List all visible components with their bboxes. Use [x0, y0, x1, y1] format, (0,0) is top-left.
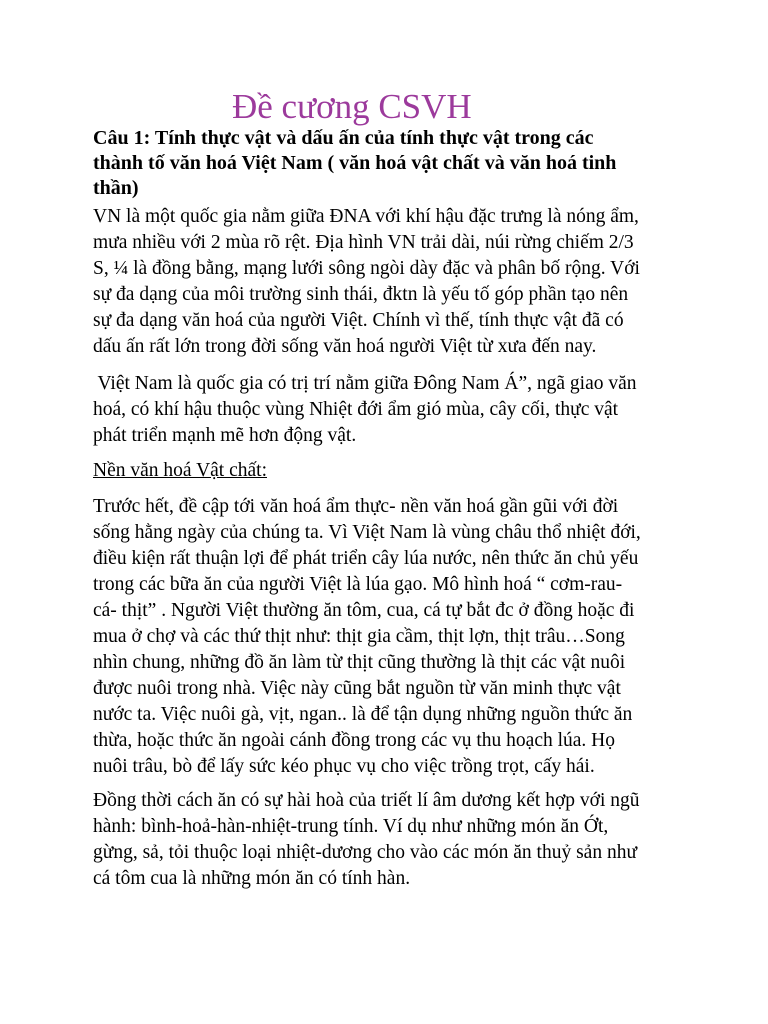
- paragraph-line: cá tôm cua là những món ăn có tính hàn.: [93, 868, 411, 889]
- paragraph-line: S, ¼ là đồng bằng, mạng lưới sông ngòi dày đặc và phân bố rộng. Với: [93, 258, 640, 279]
- document-title: Đề cương CSVH: [232, 87, 472, 126]
- section-heading: Nền văn hoá Vật chất:: [93, 460, 267, 481]
- paragraph-line: gừng, sả, tỏi thuộc loại nhiệt-dương cho vào các món ăn thuỷ sản như: [93, 842, 638, 863]
- paragraph-line: VN là một quốc gia nằm giữa ĐNA với khí hậu đặc trưng là nóng ẩm,: [93, 206, 639, 227]
- cuisine-paragraph: [93, 494, 641, 780]
- paragraph-line: sống hằng ngày của chúng ta. Vì Việt Nam là vùng châu thổ nhiệt đới,: [93, 522, 641, 543]
- question-heading: [93, 126, 616, 201]
- question-heading-line: thành tố văn hoá Việt Nam ( văn hoá vật chất và văn hoá tinh: [93, 152, 617, 174]
- paragraph-line: Đồng thời cách ăn có sự hài hoà của triết lí âm dương kết hợp với ngũ: [93, 790, 640, 811]
- paragraph-line: nước ta. Việc nuôi gà, vịt, ngan.. là để tận dụng những nguồn thức ăn: [93, 704, 633, 725]
- question-heading-line: thần): [93, 177, 139, 199]
- paragraph-line: dấu ấn rất lớn trong đời sống văn hoá người Việt từ xưa đến nay.: [93, 336, 597, 357]
- paragraph-line: mưa nhiều với 2 mùa rõ rệt. Địa hình VN trải dài, núi rừng chiếm 2/3: [93, 232, 634, 253]
- paragraph-line: nuôi trâu, bò để lấy sức kéo phục vụ cho việc trồng trọt, cấy hái.: [93, 756, 595, 777]
- paragraph-line: sự đa dạng văn hoá của người Việt. Chính vì thế, tính thực vật đã có: [93, 310, 624, 331]
- material-culture-heading: [93, 458, 267, 484]
- paragraph-line: Việt Nam là quốc gia có trị trí nằm giữa Đông Nam Á”, ngã giao văn: [93, 373, 637, 394]
- paragraph-line: hoá, có khí hậu thuộc vùng Nhiệt đới ẩm gió mùa, cây cối, thực vật: [93, 399, 619, 420]
- location-paragraph: [93, 371, 637, 449]
- paragraph-line: thừa, hoặc thức ăn ngoài cánh đồng trong các vụ thu hoạch lúa. Họ: [93, 730, 616, 751]
- paragraph-line: Trước hết, đề cập tới văn hoá ẩm thực- nền văn hoá gần gũi với đời: [93, 496, 619, 517]
- paragraph-line: trong các bữa ăn của người Việt là lúa gạo. Mô hình hoá “ cơm-rau-: [93, 574, 623, 595]
- paragraph-line: sự đa dạng của môi trường sinh thái, đktn là yếu tố góp phần tạo nên: [93, 284, 629, 305]
- paragraph-line: mua ở chợ và các thứ thịt như: thịt gia cầm, thịt lợn, thịt trâu…Song: [93, 626, 625, 647]
- paragraph-line: nhìn chung, những đồ ăn làm từ thịt cũng thường là thịt các vật nuôi: [93, 652, 626, 673]
- paragraph-line: hành: bình-hoả-hàn-nhiệt-trung tính. Ví dụ như những món ăn Ớt,: [93, 816, 609, 837]
- paragraph-line: phát triển mạnh mẽ hơn động vật.: [93, 425, 357, 446]
- paragraph-line: cá- thịt” . Người Việt thường ăn tôm, cua, cá tự bắt đc ở đồng hoặc đi: [93, 600, 635, 621]
- question-heading-line: Câu 1: Tính thực vật và dấu ấn của tính thực vật trong các: [93, 127, 594, 149]
- yin-yang-paragraph: [93, 788, 640, 892]
- intro-paragraph: [93, 204, 640, 360]
- paragraph-line: được nuôi trong nhà. Việc này cũng bắt nguồn từ văn minh thực vật: [93, 678, 621, 699]
- paragraph-line: điều kiện rất thuận lợi để phát triển cây lúa nước, nên thức ăn chủ yếu: [93, 548, 639, 569]
